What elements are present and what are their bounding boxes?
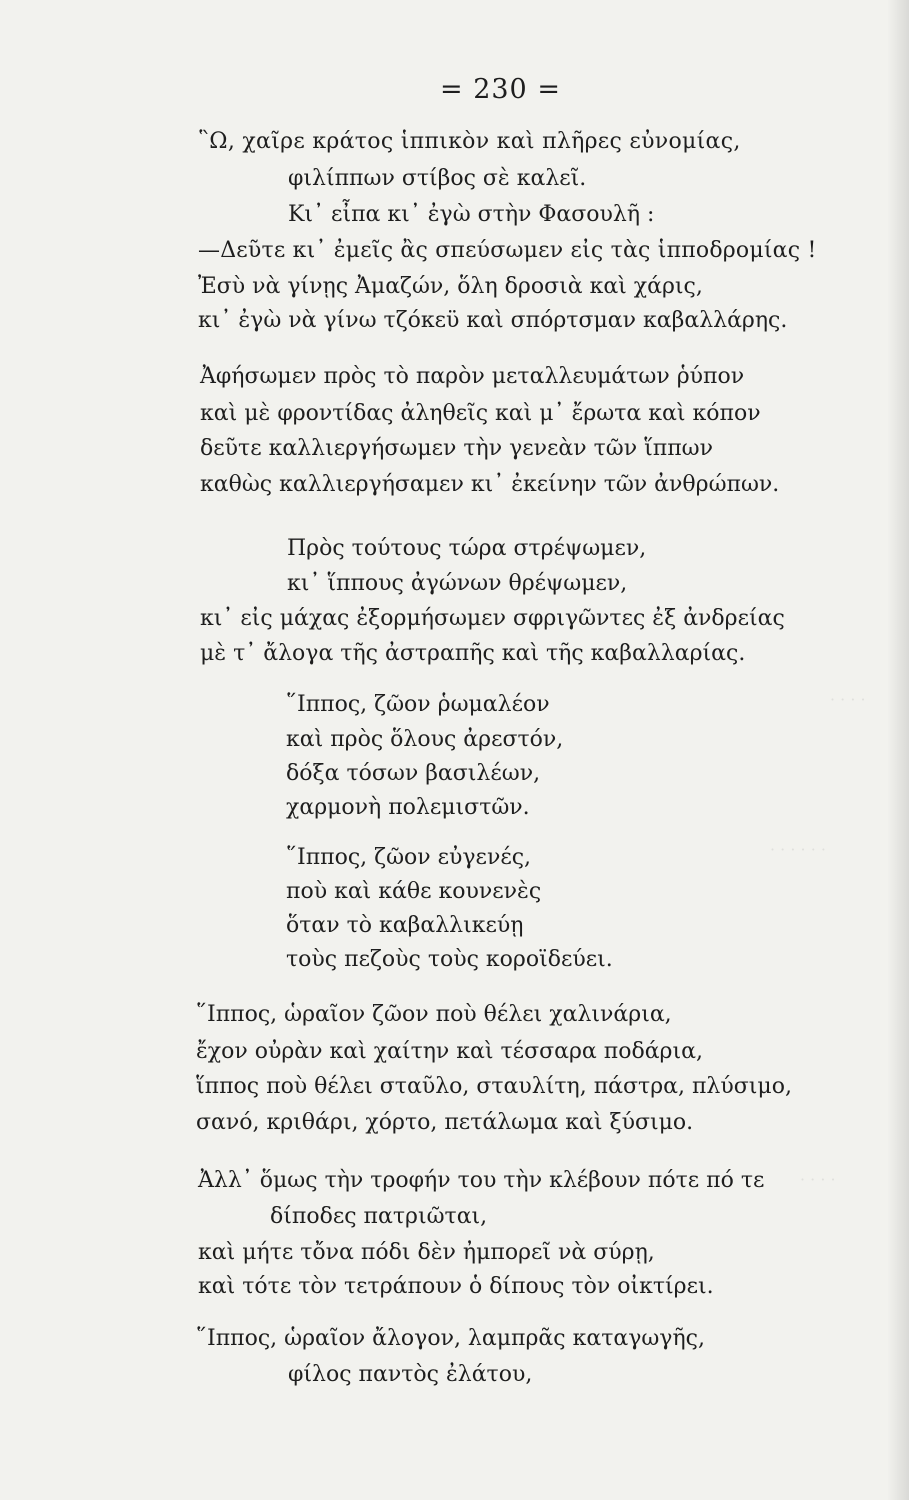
poem-line: ῞Ιππος, ὡραῖον ζῶον ποὺ θέλει χαλινάρια, bbox=[196, 1002, 672, 1027]
poem-line: χαρμονὴ πολεμιστῶν. bbox=[286, 795, 530, 820]
poem-line: σανό, κριθάρι, χόρτο, πετάλωμα καὶ ξύσιμο. bbox=[196, 1110, 694, 1135]
poem-line: ῝Ω, χαῖρε κράτος ἱππικὸν καὶ πλῆρες εὐνομίας, bbox=[198, 129, 741, 154]
poem-line: καὶ μήτε τὄνα πόδι δὲν ἠμπορεῖ νὰ σύρῃ, bbox=[198, 1240, 655, 1265]
poem-line: ῞Ιππος, ζῶον ῥωμαλέον bbox=[286, 692, 550, 717]
poem-line: μὲ τ᾽ ἄλογα τῆς ἀστραπῆς καὶ τῆς καβαλλαρίας. bbox=[200, 641, 746, 666]
poem-line: κι᾽ εἰς μάχας ἐξορμήσωμεν σφριγῶντες ἐξ ἀνδρείας bbox=[200, 606, 785, 631]
poem-line: φιλίππων στίβος σὲ καλεῖ. bbox=[288, 166, 587, 191]
show-through-text: · · · · bbox=[800, 1170, 836, 1189]
poem-line: κι᾽ ἐγὼ νὰ γίνω τζόκεϋ καὶ σπόρτσμαν καβαλλάρης. bbox=[198, 308, 788, 333]
poem-line: ῞Ιππος, ζῶον εὐγενές, bbox=[286, 845, 532, 870]
poem-line: ἔχον οὐρὰν καὶ χαίτην καὶ τέσσαρα ποδάρια, bbox=[196, 1039, 703, 1064]
poem-line: φίλος παντὸς ἐλάτου, bbox=[288, 1362, 533, 1387]
poem-line: καθὼς καλλιεργήσαμεν κι᾽ ἐκείνην τῶν ἀνθρώπων. bbox=[200, 472, 780, 497]
show-through-text: · · · · · · bbox=[770, 840, 826, 859]
poem-line: Ἐσὺ νὰ γίνῃς Ἀμαζών, ὅλη δροσιὰ καὶ χάρις, bbox=[198, 274, 703, 299]
page-edge-shadow bbox=[887, 0, 909, 1500]
poem-line: τοὺς πεζοὺς τοὺς κοροϊδεύει. bbox=[286, 947, 613, 972]
poem-line: Πρὸς τούτους τώρα στρέψωμεν, bbox=[287, 536, 647, 561]
poem-line: καὶ τότε τὸν τετράπουν ὁ δίπους τὸν οἰκτίρει. bbox=[198, 1274, 714, 1299]
poem-line: —Δεῦτε κι᾽ ἐμεῖς ἂς σπεύσωμεν εἰς τὰς ἱπποδρομίας ! bbox=[198, 238, 817, 263]
poem-line: ποὺ καὶ κάθε κουνενὲς bbox=[286, 879, 542, 904]
poem-line: καὶ πρὸς ὅλους ἀρεστόν, bbox=[286, 727, 564, 752]
poem-line: ἵππος ποὺ θέλει σταῦλο, σταυλίτη, πάστρα, πλύσιμο, bbox=[196, 1074, 792, 1099]
poem-line: κι᾽ ἵππους ἀγώνων θρέψωμεν, bbox=[287, 571, 628, 596]
poem-line: καὶ μὲ φροντίδας ἀληθεῖς καὶ μ᾽ ἔρωτα καὶ κόπον bbox=[200, 401, 761, 426]
page-number: = 230 = bbox=[440, 74, 561, 105]
poem-line: δίποδες πατριῶται, bbox=[270, 1204, 488, 1229]
poem-line: Ἀλλ᾽ ὅμως τὴν τροφήν του τὴν κλέβουν πότε πό τε bbox=[198, 1168, 765, 1193]
poem-line: Ἀφήσωμεν πρὸς τὸ παρὸν μεταλλευμάτων ῥύπον bbox=[200, 364, 745, 389]
show-through-text: · · · · bbox=[830, 690, 866, 709]
poem-line: δεῦτε καλλιεργήσωμεν τὴν γενεὰν τῶν ἵππων bbox=[200, 436, 713, 461]
poem-line: δόξα τόσων βασιλέων, bbox=[286, 761, 541, 786]
poem-line: Κι᾽ εἶπα κι᾽ ἐγὼ στὴν Φασουλῆ : bbox=[288, 202, 655, 227]
poem-line: ῞Ιππος, ὡραῖον ἄλογον, λαμπρᾶς καταγωγῆς, bbox=[196, 1326, 705, 1351]
poem-line: ὅταν τὸ καβαλλικεύῃ bbox=[286, 913, 524, 938]
